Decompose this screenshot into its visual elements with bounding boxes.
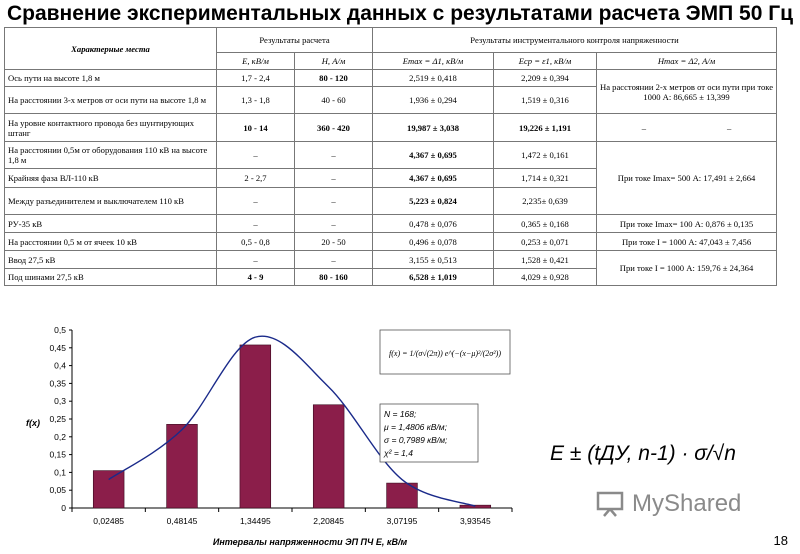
cell-place: На расстоянии 0,5м от оборудования 110 кВ на высоте 1,8 м — [5, 142, 217, 169]
cell-e: 1,3 - 1,8 — [217, 87, 295, 114]
histogram-bar — [167, 424, 198, 508]
y-tick-label: 0,4 — [54, 360, 66, 371]
comparison-table — [4, 27, 777, 286]
cell-h: – — [295, 251, 373, 269]
formula-box — [380, 330, 510, 374]
cell-ecp: 0,365 ± 0,168 — [494, 215, 597, 233]
x-tick-label: 2,20845 — [313, 516, 345, 526]
cell-ecp: 1,519 ± 0,316 — [494, 87, 597, 114]
cell-hmax-merged — [597, 70, 777, 114]
stat-chi2: χ² = 1,4 — [384, 448, 413, 458]
cell-place: На уровне контактного провода без шунтирующих штанг — [5, 114, 217, 142]
cell-e: 1,7 - 2,4 — [217, 70, 295, 87]
cell-h: 360 - 420 — [295, 114, 373, 142]
cell-ecp: 1,472 ± 0,161 — [494, 142, 597, 169]
header-ctrl: Результаты инструментального контроля напряженности — [373, 28, 777, 53]
cell-emax: 4,367 ± 0,695 — [373, 169, 494, 188]
sub-e: E, кВ/м — [217, 53, 295, 70]
cell-emax: 19,987 ± 3,038 — [373, 114, 494, 142]
stats-box — [380, 404, 478, 462]
table-row — [5, 70, 777, 87]
table-row — [5, 114, 777, 142]
y-tick-label: 0,1 — [54, 467, 66, 478]
cell-ecp: 19,226 ± 1,191 — [494, 114, 597, 142]
cell-place: Между разъединителем и выключателем 110 кВ — [5, 188, 217, 215]
cell-place: РУ-35 кВ — [5, 215, 217, 233]
density-formula: f(x) = 1/(σ√(2π)) e^(−(x−μ)²/(2σ²)) — [389, 349, 501, 358]
hmax-dash-1: – — [641, 122, 647, 133]
cell-e: – — [217, 251, 295, 269]
cell-emax: 2,519 ± 0,418 — [373, 70, 494, 87]
stat-sigma: σ = 0,7989 кВ/м; — [384, 435, 448, 445]
presentation-icon — [596, 491, 626, 517]
stat-n: N = 168; — [384, 409, 417, 419]
cell-h: 40 - 60 — [295, 87, 373, 114]
cell-e: 2 - 2,7 — [217, 169, 295, 188]
y-tick-label: 0 — [61, 503, 66, 513]
header-place: Характерные места — [5, 28, 217, 70]
cell-place: На расстоянии 0,5 м от ячеек 10 кВ — [5, 233, 217, 251]
cell-h: – — [295, 188, 373, 215]
cell-e: – — [217, 215, 295, 233]
x-tick-label: 0,02485 — [93, 516, 125, 526]
table-row — [5, 233, 777, 251]
cell-place: Крайняя фаза ВЛ-110 кВ — [5, 169, 217, 188]
y-tick-label: 0,05 — [49, 485, 66, 496]
table-row — [5, 142, 777, 169]
cell-ecp: 4,029 ± 0,928 — [494, 269, 597, 286]
cell-e: 0,5 - 0,8 — [217, 233, 295, 251]
cell-emax: 0,496 ± 0,078 — [373, 233, 494, 251]
page-title: Сравнение экспериментальных данных с результатами расчета ЭМП 50 Гц — [6, 2, 794, 25]
cell-e: – — [217, 188, 295, 215]
y-tick-label: 0,15 — [49, 449, 66, 460]
confidence-formula-text: E ± (tДУ, n-1) · σ/√n — [550, 442, 736, 465]
histogram-bar — [93, 471, 124, 508]
sub-ecp: Eср = ε1, кВ/м — [494, 53, 597, 70]
cell-emax: 3,155 ± 0,513 — [373, 251, 494, 269]
logo-text: MyShared — [632, 490, 742, 517]
hmax-note: При токе Imax= 500 А: 17,491 ± 2,664 — [617, 173, 756, 183]
cell-ecp: 2,235± 0,639 — [494, 188, 597, 215]
x-tick-label: 1,34495 — [239, 516, 271, 526]
y-tick-label: 0,25 — [49, 414, 66, 424]
cell-e: 10 - 14 — [217, 114, 295, 142]
cell-ecp: 0,253 ± 0,071 — [494, 233, 597, 251]
cell-emax: 6,528 ± 1,019 — [373, 269, 494, 286]
y-axis-label: f(x) — [26, 418, 40, 428]
histogram-bar — [313, 405, 344, 508]
cell-emax: 5,223 ± 0,824 — [373, 188, 494, 215]
stat-mu: μ = 1,4806 кВ/м; — [384, 422, 447, 432]
cell-place: Ввод 27,5 кВ — [5, 251, 217, 269]
cell-hmax: При токе Imax= 100 А: 0,876 ± 0,135 — [597, 215, 777, 233]
cell-hmax — [597, 114, 777, 142]
cell-ecp: 2,209 ± 0,394 — [494, 70, 597, 87]
cell-hmax-merged — [597, 251, 777, 286]
cell-h: – — [295, 142, 373, 169]
cell-h: 80 - 120 — [295, 70, 373, 87]
hmax-note: При токе I = 1000 А: 159,76 ± 24,364 — [619, 263, 754, 273]
cell-place: Под шинами 27,5 кВ — [5, 269, 217, 286]
cell-h: 20 - 50 — [295, 233, 373, 251]
y-tick-label: 0,45 — [49, 342, 66, 353]
hmax-dash-2: – — [726, 122, 732, 133]
y-tick-label: 0,35 — [49, 378, 66, 389]
cell-h: – — [295, 169, 373, 188]
cell-emax: 1,936 ± 0,294 — [373, 87, 494, 114]
cell-ecp: 1,714 ± 0,321 — [494, 169, 597, 188]
cell-ecp: 1,528 ± 0,421 — [494, 251, 597, 269]
cell-emax: 0,478 ± 0,076 — [373, 215, 494, 233]
x-tick-label: 0,48145 — [166, 516, 198, 526]
page-number: 18 — [773, 533, 788, 548]
sub-h: H, А/м — [295, 53, 373, 70]
histogram-bar — [240, 345, 271, 508]
sub-hmax: Hmax = Δ2, А/м — [597, 53, 777, 70]
confidence-formula — [550, 425, 785, 483]
cell-place: Ось пути на высоте 1,8 м — [5, 70, 217, 87]
cell-h: – — [295, 215, 373, 233]
table-row — [5, 215, 777, 233]
y-tick-label: 0,3 — [54, 396, 66, 407]
cell-emax: 4,367 ± 0,695 — [373, 142, 494, 169]
site-logo — [596, 490, 741, 518]
cell-hmax-merged — [597, 142, 777, 215]
hmax-note: На расстоянии 2-х метров от оси пути при токе 1000 А: 86,665 ± 13,399 — [600, 81, 774, 102]
sub-emax: Emax = Δ1, кВ/м — [373, 53, 494, 70]
y-tick-label: 0,5 — [54, 325, 66, 335]
cell-place: На расстоянии 3-х метров от оси пути на высоте 1,8 м — [5, 87, 217, 114]
cell-h: 80 - 160 — [295, 269, 373, 286]
cell-hmax: При токе I = 1000 А: 47,043 ± 7,456 — [597, 233, 777, 251]
x-tick-label: 3,93545 — [459, 516, 491, 526]
header-calc: Результаты расчета — [217, 28, 373, 53]
x-axis-label: Интервалы напряженности ЭП ПЧ Е, кВ/м — [212, 537, 408, 547]
histogram-chart — [0, 322, 520, 552]
y-tick-label: 0,2 — [54, 431, 66, 442]
table-row — [5, 251, 777, 269]
cell-e: 4 - 9 — [217, 269, 295, 286]
x-tick-label: 3,07195 — [386, 516, 418, 526]
cell-e: – — [217, 142, 295, 169]
